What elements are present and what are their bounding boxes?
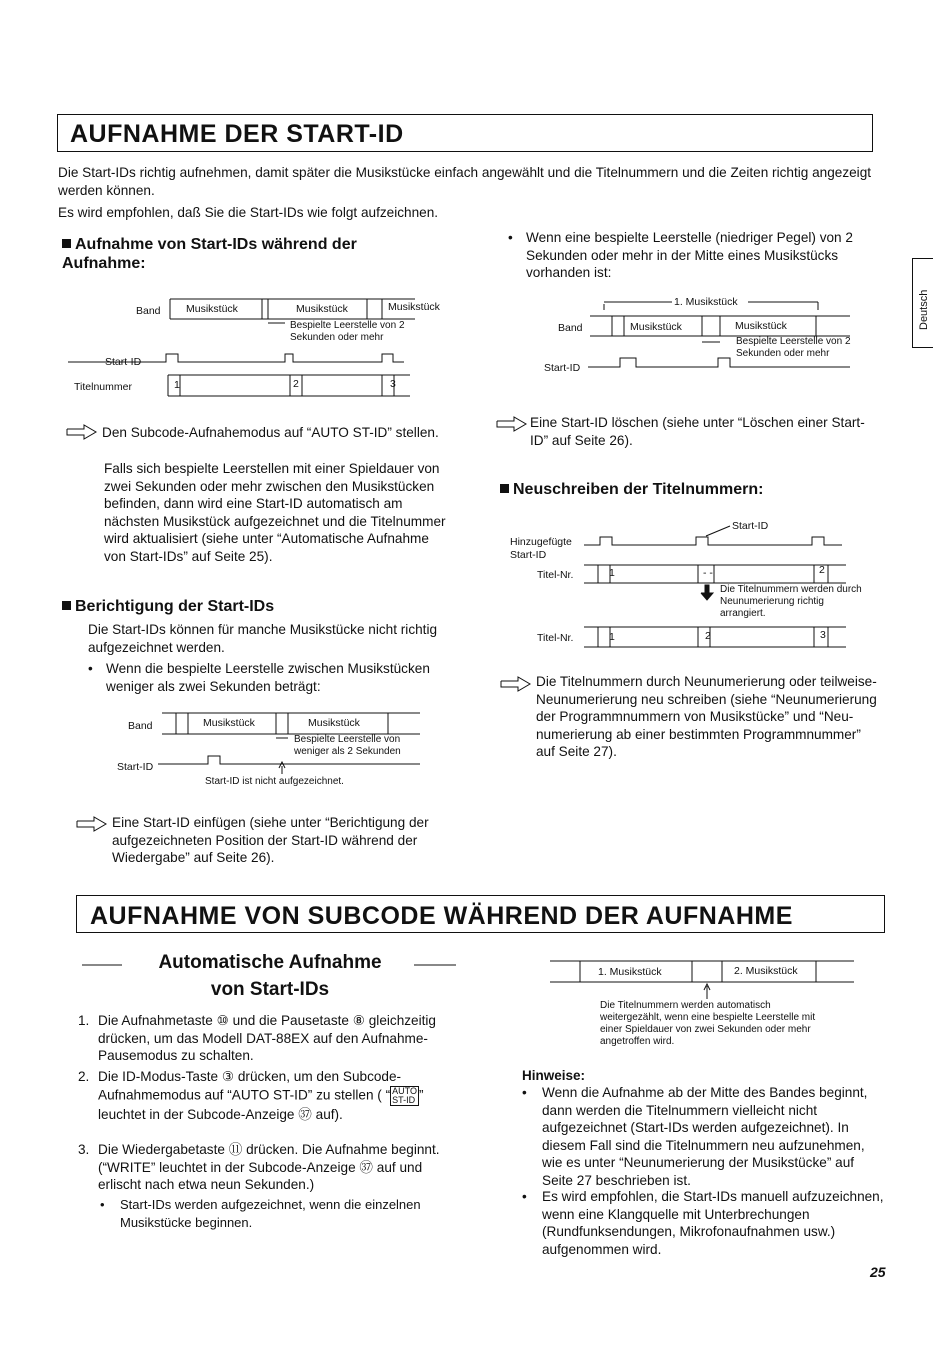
d1-start-id-label: Start-ID [105, 356, 142, 368]
step-1: 1. Die Aufnahmetaste ⑩ und die Pausetaste ⑧ gleichzeitig drücken, um das Modell DAT-88EX auf den Aufnahme-Pausemodus zu schalten. [78, 1013, 436, 1063]
square-bullet-icon [500, 484, 509, 493]
d2-gap-note: Bespielte Leerstelle von weniger als 2 Sekunden [294, 734, 401, 757]
d4-c3: 3 [820, 629, 826, 641]
notes-heading: Hinweise: [522, 1068, 586, 1083]
step-3: 3. Die Wiedergabetaste ⑪ drücken. Die Aufnahme beginnt. (“WRITE” leuchtet in der Subcode-Anzeige ㊲ auf und erlischt nach etwa neun Sekunden.) [78, 1142, 440, 1192]
section-title-2: AUFNAHME VON SUBCODE WÄHREND DER AUFNAHME [90, 902, 793, 930]
d4-c1: 1 [609, 631, 615, 643]
arrow-icon [76, 816, 108, 832]
d5-track-2: 2. Musikstück [734, 965, 798, 977]
d3-track-1: Musikstück [630, 321, 682, 333]
intro-paragraph: Die Start-IDs richtig aufnehmen, damit später die Musikstücke einfach angewählt und die Titelnummern und die Zeiten richtig angezeigt werden können. [58, 165, 872, 198]
paragraph-renumber: Die Titelnummern durch Neunumerierung oder teilweise-Neunumerierung neu schreiben (siehe “Neunumerierung der Programmnummern von Musikstücke” und “Neu-numerierung ab einer bestimmten Programmnummer” auf Seite 27). [536, 674, 877, 759]
paragraph-auto-record-explain: Falls sich bespielte Leerstellen mit einer Spieldauer von zwei Sekunden oder mehr zwischen den Musikstücken befinden, dann wird eine Start-ID automatisch am nächsten Musikstück aufgezeichnet und die Titelnummer wird aktualisiert (siehe unter “Automatische Aufnahme von Start-IDs” auf Seite 25). [104, 461, 446, 564]
arrow-icon [496, 416, 528, 432]
d1-title-2: 2 [293, 378, 299, 390]
d3-first-track-label: 1. Musikstück [674, 296, 738, 308]
d2-track-2: Musikstück [308, 717, 360, 729]
note-1: • Wenn die Aufnahme ab der Mitte des Bandes beginnt, dann werden die Titelnummern vielleicht nicht aufgezeichnet (Start-IDs werden aufgezeichnet). In diesem Fall sind die Titelnummern neu aufzunehmen, wie es unter “Neunumerierung der Musikstücke” auf Seite 27 beschrieben ist. [522, 1085, 868, 1188]
d2-start-id-label: Start-ID [117, 761, 154, 773]
d1-title-3: 3 [390, 378, 396, 390]
language-tab-label: Deutsch [918, 289, 930, 330]
d3-start-id-label: Start-ID [544, 362, 581, 374]
d3-band-label: Band [558, 322, 583, 334]
section-title: AUFNAHME DER START-ID [70, 120, 404, 148]
d1-track-2: Musikstück [296, 303, 348, 315]
d1-title-number-label: Titelnummer [74, 381, 132, 393]
subheading-auto-2: von Start-IDs [210, 979, 330, 1000]
d5-track-1: 1. Musikstück [598, 966, 662, 978]
d4-start-id-label: Start-ID [732, 520, 769, 532]
arrow-icon [66, 424, 98, 440]
d3-gap-note: Bespielte Leerstelle von 2 Sekunden oder mehr [736, 336, 851, 359]
bullet-short-gap: • Wenn die bespielte Leerstelle zwischen Musikstücken weniger als zwei Sekunden beträgt: [88, 661, 430, 694]
heading-renumber: Neuschreiben der Titelnummern: [500, 480, 860, 499]
d4-titel-label-1: Titel-Nr. [537, 569, 574, 581]
d1-title-1: 1 [174, 379, 180, 391]
d4-a3: 2 [819, 564, 825, 576]
d1-track-3: Musikstück [388, 301, 440, 313]
d4-c2: 2 [705, 630, 711, 642]
d2-track-1: Musikstück [203, 717, 255, 729]
paragraph-insert-start-id: Eine Start-ID einfügen (siehe unter “Berichtigung der aufgezeichneten Position der Start-ID während der Wiedergabe” auf Seite 26). [112, 815, 429, 865]
square-bullet-icon [62, 601, 71, 610]
d2-band-label: Band [128, 720, 153, 732]
note-2: • Es wird empfohlen, die Start-IDs manuell aufzuzeichnen, wenn eine Klangquelle mit Unterbrechungen (Rundfunksendungen, Mikrofonaufnahmen usw.) aufgenommen wird. [522, 1189, 884, 1257]
heading-during-recording: Aufnahme von Start-IDs während der Aufnahme: [62, 236, 357, 272]
d1-band-label: Band [136, 305, 161, 317]
d4-titel-label-2: Titel-Nr. [537, 632, 574, 644]
arrow-icon [500, 676, 532, 692]
heading-correction: Berichtigung der Start-IDs [62, 597, 422, 616]
subheading-auto: Automatische Aufnahme [158, 952, 382, 973]
subheading-rule-right [414, 964, 458, 968]
step-2: 2. Die ID-Modus-Taste ③ drücken, um den Subcode-Aufnahmemodus auf “AUTO ST-ID” zu stellen ( “ AUTO ST-ID ” leuchtet in der Subcode-Anzeige ㊲ auf). [78, 1069, 424, 1122]
auto-st-id-indicator: AUTO ST-ID [392, 1085, 417, 1105]
step-3-bullet: • Start-IDs werden aufgezeichnet, wenn die einzelnen Musikstücke beginnen. [100, 1197, 421, 1230]
d3-track-2: Musikstück [735, 320, 787, 332]
paragraph-delete-start-id: Eine Start-ID löschen (siehe unter “Löschen einer Start-ID” auf Seite 26). [530, 415, 865, 448]
d2-not-recorded-note: Start-ID ist nicht aufgezeichnet. [205, 776, 344, 787]
diagram-auto-count [546, 955, 858, 1005]
paragraph-set-auto-st-id: Den Subcode-Aufnahemodus auf “AUTO ST-ID” stellen. [102, 425, 439, 440]
d1-track-1: Musikstück [186, 303, 238, 315]
page-number: 25 [870, 1264, 886, 1280]
intro-recommendation: Es wird empfohlen, daß Sie die Start-IDs wie folgt aufzeichnen. [58, 205, 439, 220]
d1-gap-note: Bespielte Leerstelle von 2 Sekunden oder mehr [290, 320, 405, 343]
d5-note: Die Titelnummern werden automatisch weitergezählt, wenn eine bespielte Leerstelle mit einer Spieldauer von zwei Sekunden oder mehr angetroffen wird. [600, 1000, 816, 1047]
paragraph-correction: Die Start-IDs können für manche Musikstücke nicht richtig aufgezeichnet werden. [88, 622, 438, 655]
bullet-mid-gap: • Wenn eine bespielte Leerstelle (niedriger Pegel) von 2 Sekunden oder mehr in der Mitte eines Musikstücks vorhanden ist: [508, 230, 853, 280]
d4-renumber-note: Die Titelnummern werden durch Neunumerierung richtig arrangiert. [720, 584, 862, 619]
d4-a2: - - [703, 567, 713, 579]
d4-a1: 1 [609, 567, 615, 579]
d4-added-label-2: Start-ID [510, 549, 547, 561]
d4-added-label-1: Hinzugefügte [510, 536, 572, 548]
square-bullet-icon [62, 239, 71, 248]
